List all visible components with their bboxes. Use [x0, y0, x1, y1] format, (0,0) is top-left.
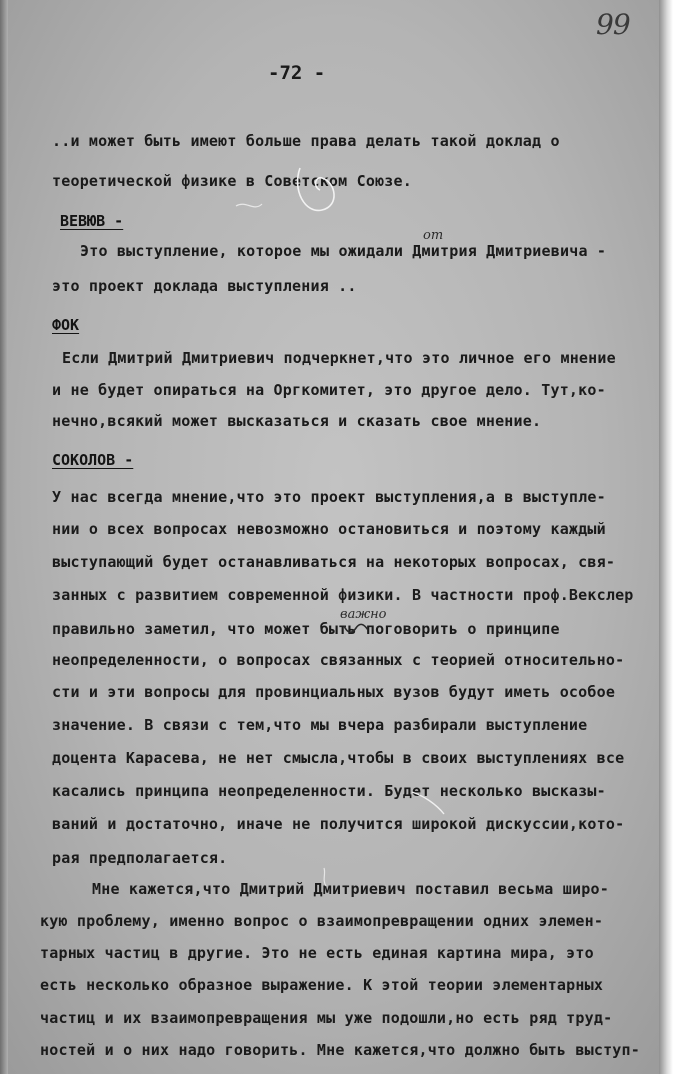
text-line: занных с развитием современной физики. В частности проф.Векслер	[52, 586, 634, 604]
text-line: частиц и их взаимопревращения мы уже подошли,но есть ряд труд-	[40, 1009, 613, 1027]
text-line: Это выступление, которое мы ожидали Дмитрия Дмитриевича -	[80, 242, 607, 260]
text-line: правильно заметил, что может быть поговорить о принципе	[52, 620, 560, 638]
speaker-name: ФОК	[52, 316, 80, 334]
handwritten-page-number: 99	[596, 8, 630, 41]
text-line: выступающий будет останавливаться на некоторых вопросах, свя-	[52, 553, 616, 571]
pencil-squiggle-mark	[236, 204, 262, 207]
pencil-stroke-mark	[324, 868, 326, 886]
text-line: ностей и о них надо говорить. Мне кажется,что должно быть выступ-	[40, 1041, 640, 1059]
typed-page-number: -72 -	[268, 62, 326, 84]
text-line: неопределенности, о вопросах связанных с теорией относительно-	[52, 651, 625, 669]
text-line: теоретической физике в Советском Союзе.	[52, 172, 412, 190]
text-line: это проект доклада выступления ..	[52, 277, 357, 295]
text-line: тарных частиц в другие. Это не есть единая картина мира, это	[40, 944, 594, 962]
text-line: ..и может быть имеют больше права делать такой доклад о	[52, 132, 560, 150]
text-line: ваний и достаточно, иначе не получится широкой дискуссии,кото-	[52, 815, 625, 833]
text-line: касались принципа неопределенности. Будет несколько высказы-	[52, 782, 606, 800]
speaker-name: СОКОЛОВ -	[52, 451, 134, 469]
text-line: сти и эти вопросы для провинциальных вузов будут иметь особое	[52, 683, 616, 701]
text-line: доцента Карасева, не нет смысла,чтобы в своих выступлениях все	[52, 749, 625, 767]
handwritten-insertion-note: важно	[340, 607, 387, 622]
text-line: нечно,всякий может высказаться и сказать свое мнение.	[52, 412, 542, 430]
text-line: У нас всегда мнение,что это проект выступления,а в выступле-	[52, 488, 606, 506]
text-line: рая предполагается.	[52, 849, 228, 867]
insertion-caret-mark	[344, 624, 368, 632]
text-line: Если Дмитрий Дмитриевич подчеркнет,что это личное его мнение	[62, 349, 616, 367]
pencil-stroke-mark	[412, 792, 444, 814]
text-line: нии о всех вопросах невозможно остановиться и поэтому каждый	[52, 520, 606, 538]
speaker-name: ВЕВЮВ -	[60, 212, 124, 230]
text-line: значение. В связи с тем,что мы вчера разбирали выступление	[52, 716, 588, 734]
text-line: Мне кажется,что Дмитрий Дмитриевич поставил весьма широ-	[92, 880, 609, 898]
handwritten-superscript-note: от	[423, 228, 444, 243]
text-line: есть несколько образное выражение. К этой теории элементарных	[40, 976, 604, 994]
pencil-loop-mark	[298, 168, 334, 210]
text-line: кую проблему, именно вопрос о взаимопревращении одних элемен-	[40, 912, 604, 930]
text-line: и не будет опираться на Оргкомитет, это другое дело. Тут,ко-	[52, 381, 606, 399]
